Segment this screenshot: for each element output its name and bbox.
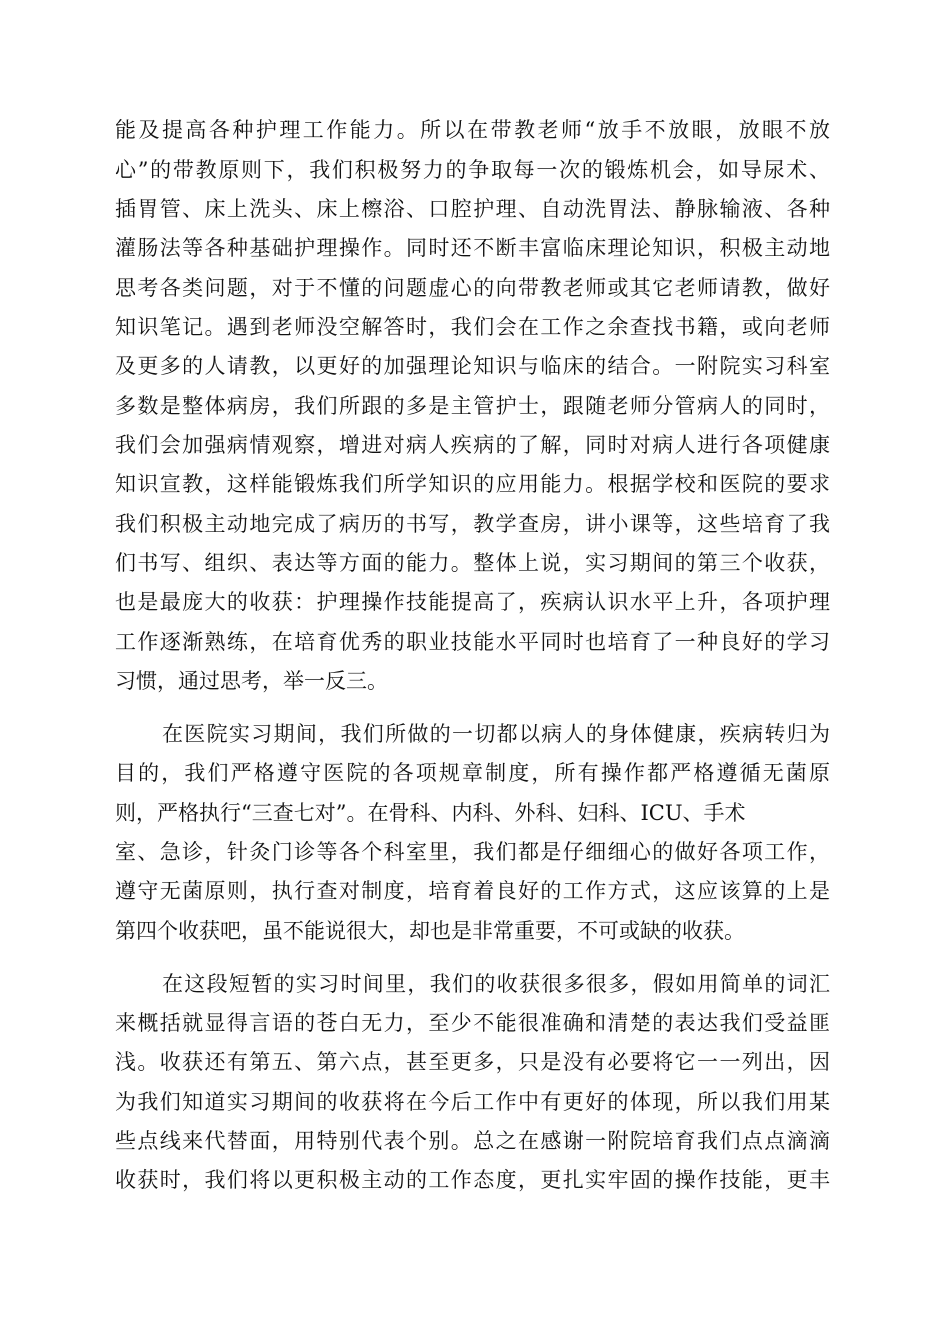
paragraph-3-line-3: 浅。收获还有第五、第六点，甚至更多，只是没有必要将它一一列出，因 [115, 1050, 830, 1074]
paragraph-1-line-6: 知识笔记。遇到老师没空解答时，我们会在工作之余查找书籍，或向老师 [115, 315, 830, 339]
paragraph-1-line-12: 们书写、组织、表达等方面的能力。整体上说，实习期间的第三个收获， [115, 551, 830, 575]
paragraph-1-line-10: 知识宣教，这样能锻炼我们所学知识的应用能力。根据学校和医院的要求 [115, 472, 830, 496]
paragraph-1-line-3: 插胃管、床上洗头、床上檫浴、口腔护理、自动洗胃法、静脉输液、各种 [115, 197, 830, 221]
paragraph-1-line-2: 心”的带教原则下，我们积极努力的争取每一次的锻炼机会，如导尿术、 [115, 158, 830, 182]
paragraph-2-line-5: 遵守无菌原则，执行查对制度，培育着良好的工作方式，这应该算的上是 [115, 879, 830, 903]
paragraph-1-line-1: 能及提高各种护理工作能力。所以在带教老师“放手不放眼，放眼不放 [115, 118, 830, 142]
paragraph-1-line-13: 也是最庞大的收获：护理操作技能提高了，疾病认识水平上升，各项护理 [115, 590, 830, 614]
paragraph-1-line-5: 思考各类问题，对于不懂的问题虚心的向带教老师或其它老师请教，做好 [115, 276, 830, 300]
paragraph-1-line-9: 我们会加强病情观察，增进对病人疾病的了解，同时对病人进行各项健康 [115, 433, 830, 457]
paragraph-1-line-4: 灌肠法等各种基础护理操作。同时还不断丰富临床理论知识，积极主动地 [115, 236, 830, 260]
paragraph-3-line-1: 在这段短暂的实习时间里，我们的收获很多很多，假如用简单的词汇 [162, 972, 830, 996]
paragraph-3-line-4: 为我们知道实习期间的收获将在今后工作中有更好的体现，所以我们用某 [115, 1090, 830, 1114]
paragraph-1-line-14: 工作逐渐熟练，在培育优秀的职业技能水平同时也培育了一种良好的学习 [115, 630, 830, 654]
paragraph-1-line-7: 及更多的人请教，以更好的加强理论知识与临床的结合。一附院实习科室 [115, 354, 830, 378]
paragraph-3-line-6: 收获时，我们将以更积极主动的工作态度，更扎实牢固的操作技能，更丰 [115, 1168, 830, 1192]
paragraph-2-line-6: 第四个收获吧，虽不能说很大，却也是非常重要，不可或缺的收获。 [115, 919, 745, 943]
paragraph-1-line-15: 习惯，通过思考，举一反三。 [115, 669, 388, 693]
paragraph-1-line-11: 我们积极主动地完成了病历的书写，教学查房，讲小课等，这些培育了我 [115, 512, 830, 536]
paragraph-2-line-3: 则，严格执行“三查七对”。在骨科、内科、外科、妇科、ICU、手术 [115, 801, 746, 825]
paragraph-2-line-2: 目的，我们严格遵守医院的各项规章制度，所有操作都严格遵循无菌原 [115, 761, 830, 785]
paragraph-2-line-4: 室、急诊，针灸门诊等各个科室里，我们都是仔细细心的做好各项工作， [115, 840, 830, 864]
paragraph-2-line-1: 在医院实习期间，我们所做的一切都以病人的身体健康，疾病转归为 [162, 722, 830, 746]
paragraph-3-line-5: 些点线来代替面，用特别代表个别。总之在感谢一附院培育我们点点滴滴 [115, 1129, 830, 1153]
paragraph-1-line-8: 多数是整体病房，我们所跟的多是主管护士，跟随老师分管病人的同时， [115, 394, 830, 418]
paragraph-3-line-2: 来概括就显得言语的苍白无力，至少不能很准确和清楚的表达我们受益匪 [115, 1011, 830, 1035]
